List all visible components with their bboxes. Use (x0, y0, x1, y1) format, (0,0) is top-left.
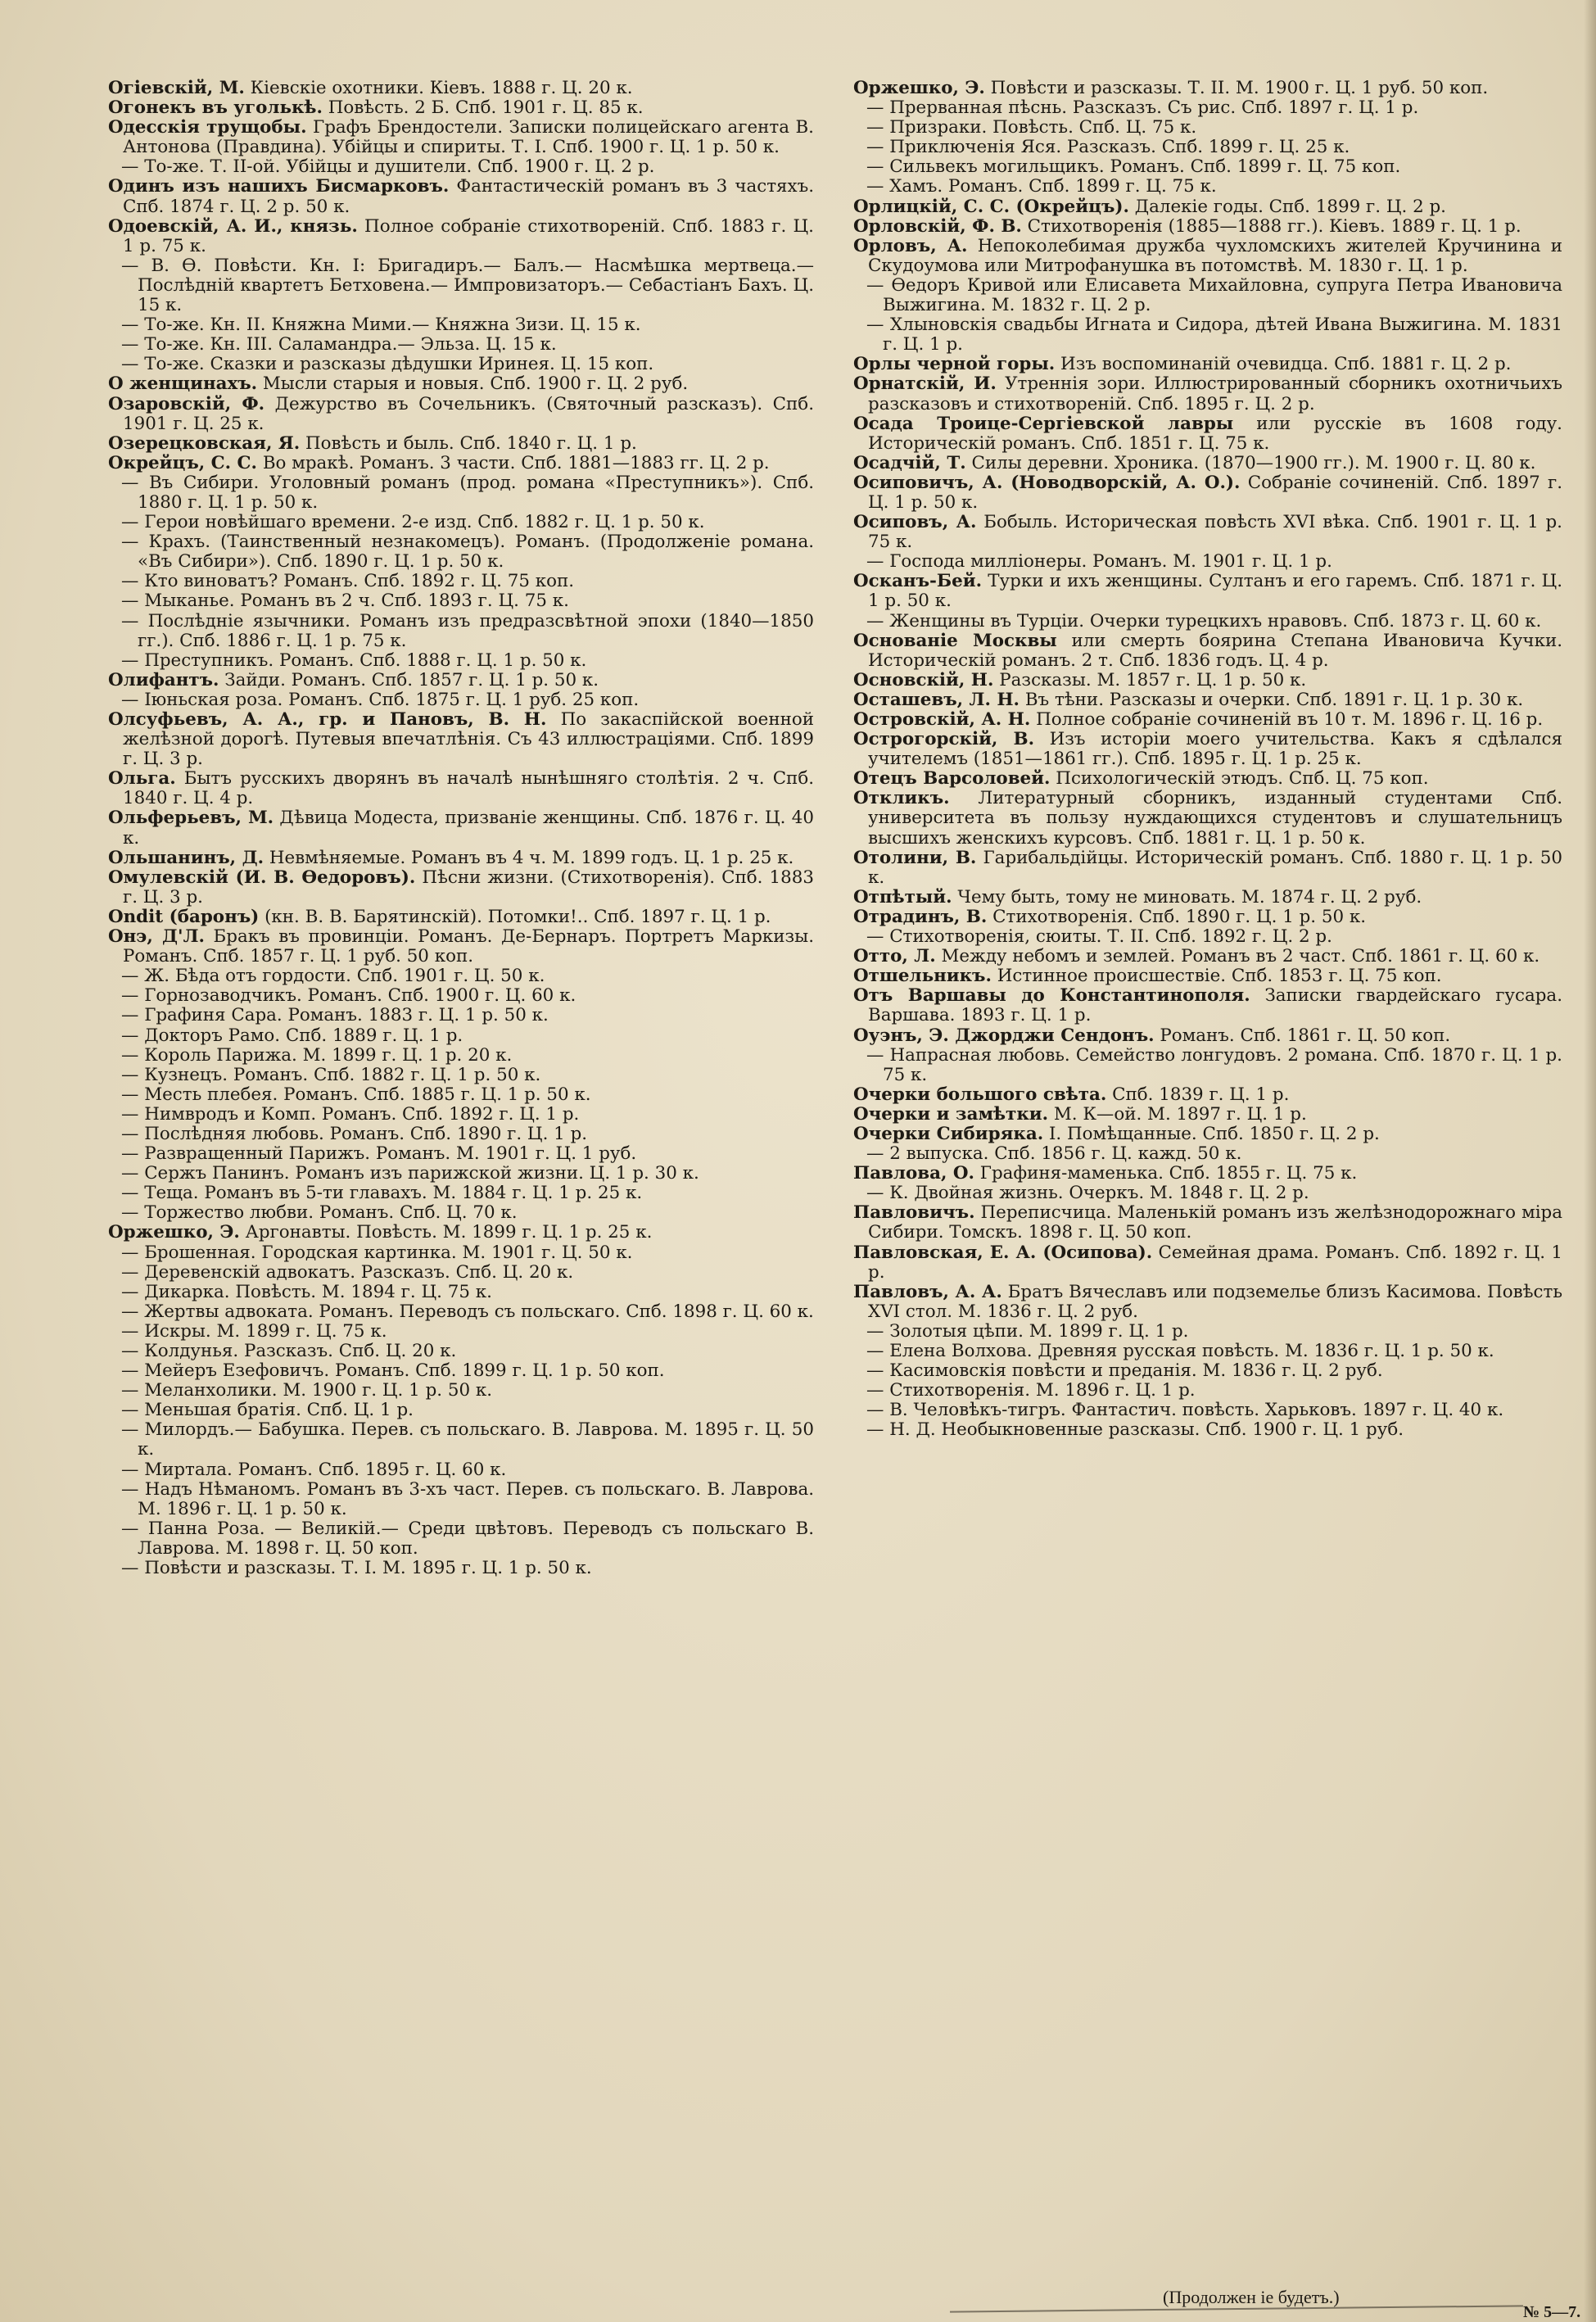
catalog-entry (853, 789, 1562, 848)
catalog-subentry (853, 1322, 1562, 1342)
entry-heading: Очерки Сибиряка. (853, 1123, 1044, 1144)
entry-heading: Ольга. (108, 768, 176, 790)
left-column (108, 79, 814, 1578)
entry-text: — Ѳедоръ Кривой или Елисавета Михайловна, супруга Петра Ивановича Выжигина. М. 1832 г. Ц. 2 р. (866, 274, 1562, 316)
entry-text: Стихотворенія (1885—1888 гг.). Кіевъ. 1889 г. Ц. 1 р. (1021, 215, 1521, 237)
entry-text: Аргонавты. Повѣсть. М. 1899 г. Ц. 1 р. 25 к. (239, 1222, 653, 1243)
entry-heading: Оржешко, Э. (108, 1222, 240, 1243)
entry-heading: Орловъ, А. (853, 235, 968, 256)
right-column (853, 79, 1562, 1440)
catalog-entry (853, 690, 1562, 710)
catalog-entry (853, 1164, 1562, 1184)
entry-heading: Омулевскій (И. В. Ѳедоровъ). (108, 867, 416, 888)
catalog-entry (108, 1223, 814, 1242)
entry-heading: О женщинахъ. (108, 373, 258, 395)
entry-heading: Отпѣтый. (853, 886, 952, 908)
catalog-entry (108, 98, 814, 118)
entry-heading: Острогорскій, В. (853, 729, 1035, 750)
continuation-note: (Продолжен іе будетъ.) (1163, 2287, 1340, 2307)
entry-heading: Очерки большого свѣта. (853, 1084, 1107, 1105)
catalog-subentry (853, 1144, 1562, 1164)
catalog-entry (108, 769, 814, 808)
entry-text: М. К—ой. М. 1897 г. Ц. 1 р. (1048, 1103, 1307, 1125)
catalog-entry (108, 217, 814, 256)
entry-heading: Осадчій, Т. (853, 452, 966, 473)
entry-heading: Орлицкій, С. С. (Окрейцъ). (853, 196, 1129, 217)
entry-text: Дѣвица Модеста, призваніе женщины. Спб. 1876 г. Ц. 40 к. (123, 808, 815, 849)
entry-text: Полное собраніе сочиненій въ 10 т. М. 1896 г. Ц. 16 р. (1030, 709, 1544, 730)
catalog-entry (853, 966, 1562, 986)
entry-heading: Отрадинъ, В. (853, 906, 988, 927)
entry-text: Литературный сборникъ, изданный студентами Спб. университета въ пользу нуждающихся студентовъ и слушательницъ высшихъ женскихъ курсовъ. Спб. 1881 г. Ц. 1 р. 50 к. (868, 788, 1562, 849)
entry-text: — Торжество любви. Романъ. Спб. Ц. 70 к. (121, 1202, 518, 1224)
catalog-subentry (108, 1361, 814, 1381)
catalog-entry (853, 513, 1562, 552)
catalog-subentry (108, 1322, 814, 1342)
entry-text: Психологическій этюдъ. Спб. Ц. 75 коп. (1050, 768, 1429, 790)
entry-text: — Мыканье. Романъ въ 2 ч. Спб. 1893 г. Ц. 75 к. (121, 591, 569, 612)
entry-text: Кіевскіе охотники. Кіевъ. 1888 г. Ц. 20 к. (244, 78, 633, 98)
entry-text: Повѣсть. 2 Б. Спб. 1901 г. Ц. 85 к. (322, 97, 644, 119)
entry-heading: Павловичъ. (853, 1202, 975, 1224)
entry-heading: Островскій, А. Н. (853, 709, 1031, 730)
catalog-subentry (853, 1420, 1562, 1440)
entry-text: — Преступникъ. Романъ. Спб. 1888 г. Ц. 1 р. 50 к. (121, 650, 587, 671)
entry-heading: Ольферьевъ, М. (108, 808, 274, 829)
catalog-entry (853, 572, 1562, 611)
catalog-subentry (108, 315, 814, 335)
catalog-subentry (108, 1006, 814, 1025)
catalog-entry (853, 769, 1562, 789)
catalog-entry (853, 908, 1562, 927)
catalog-subentry (108, 966, 814, 986)
entry-heading: Осада Троице-Сергіевской лавры (853, 413, 1234, 434)
entry-text: — В. Ѳ. Повѣсти. Кн. I: Бригадиръ.— Балъ.— Насмѣшка мертвеца.— Послѣдній квартетъ Бетховена.— Импровизаторъ.— Себастіанъ Бахъ. Ц. 15 к. (121, 255, 814, 316)
entry-text: — Прерванная пѣснь. Разсказъ. Съ рис. Спб. 1897 г. Ц. 1 р. (866, 97, 1419, 119)
entry-text: Спб. 1839 г. Ц. 1 р. (1106, 1084, 1290, 1105)
entry-text: — Сержъ Панинъ. Романъ изъ парижской жизни. Ц. 1 р. 30 к. (121, 1163, 699, 1184)
entry-text: Стихотворенія. Спб. 1890 г. Ц. 1 р. 50 к. (987, 906, 1367, 927)
entry-text: Графъ Брендостели. Записки полицейскаго агента В. Антонова (Правдина). Убійцы и спириты. Т. I. Спб. 1900 г. Ц. 1 р. 50 к. (123, 117, 814, 158)
catalog-subentry (108, 256, 814, 315)
entry-text: Турки и ихъ женщины. Султанъ и его гаремъ. Спб. 1871 г. Ц. 1 р. 50 к. (868, 571, 1562, 612)
entry-text: — Мейеръ Езефовичъ. Романъ. Спб. 1899 г. Ц. 1 р. 50 коп. (121, 1360, 665, 1382)
catalog-subentry (108, 513, 814, 532)
entry-text: Романъ. Спб. 1861 г. Ц. 50 коп. (1154, 1025, 1451, 1046)
entry-text: Повѣсти и разсказы. Т. II. М. 1900 г. Ц. 1 руб. 50 коп. (984, 78, 1489, 98)
catalog-entry (108, 927, 814, 966)
entry-text: — К. Двойная жизнь. Очеркъ. М. 1848 г. Ц. 2 р. (866, 1183, 1309, 1204)
entry-heading: Озаровскій, Ф. (108, 393, 265, 414)
catalog-entry (853, 710, 1562, 730)
entry-heading: Ondit (баронъ) (108, 906, 260, 927)
entry-heading: Одоевскій, А. И., князь. (108, 215, 358, 237)
entry-text: — Елена Волхова. Древняя русская повѣсть. М. 1836 г. Ц. 1 р. 50 к. (866, 1341, 1494, 1361)
catalog-subentry (853, 1184, 1562, 1203)
entry-text: Далекіе годы. Спб. 1899 г. Ц. 2 р. (1128, 196, 1446, 217)
entry-heading: Основскій, Н. (853, 669, 994, 690)
entry-text: — Напрасная любовь. Семейство лонгудовъ. 2 романа. Спб. 1870 г. Ц. 1 р. 75 к. (866, 1044, 1562, 1085)
catalog-subentry (108, 1046, 814, 1066)
catalog-subentry (853, 177, 1562, 197)
catalog-entry (108, 849, 814, 868)
entry-text: — Меланхолики. М. 1900 г. Ц. 1 р. 50 к. (121, 1380, 493, 1401)
entry-text: — Повѣсти и разсказы. Т. I. М. 1895 г. Ц. 1 р. 50 к. (121, 1558, 592, 1579)
entry-text: — Колдунья. Разсказъ. Спб. Ц. 20 к. (121, 1341, 457, 1361)
entry-heading: Отъ Варшавы до Константинополя. (853, 985, 1250, 1007)
entry-text: Изъ исторіи моего учительства. Какъ я сдѣлался учителемъ (1851—1861 гг.). Спб. 1895 г. Ц. 1 р. 25 к. (868, 729, 1562, 770)
catalog-subentry (108, 1559, 814, 1578)
catalog-subentry (108, 1302, 814, 1322)
entry-text: Силы деревни. Хроника. (1870—1900 гг.). М. 1900 г. Ц. 80 к. (965, 452, 1536, 473)
entry-text: Собраніе сочиненій. Спб. 1897 г. Ц. 1 р. 50 к. (868, 472, 1562, 513)
entry-text: — 2 выпуска. Спб. 1856 г. Ц. кажд. 50 к. (866, 1143, 1242, 1165)
entry-heading: Павлова, О. (853, 1163, 974, 1184)
catalog-subentry (853, 612, 1562, 631)
entry-text: — В. Человѣкъ-тигръ. Фантастич. повѣсть. Харьковъ. 1897 г. Ц. 40 к. (866, 1400, 1504, 1421)
catalog-subentry (108, 986, 814, 1006)
entry-heading: Огонекъ въ уголькѣ. (108, 97, 323, 119)
catalog-subentry (108, 1243, 814, 1263)
catalog-subentry (108, 335, 814, 355)
entry-heading: Очерки и замѣтки. (853, 1103, 1049, 1125)
entry-heading: Осташевъ, Л. Н. (853, 689, 1020, 710)
entry-text: Графиня-маменька. Спб. 1855 г. Ц. 75 к. (974, 1163, 1358, 1184)
catalog-subentry (108, 1066, 814, 1085)
entry-heading: Осиповъ, А. (853, 512, 977, 533)
entry-text: — Милордъ.— Бабушка. Перев. съ польскаго. В. Лаврова. М. 1895 г. Ц. 50 к. (121, 1419, 814, 1460)
catalog-subentry (108, 1105, 814, 1125)
entry-text: Бытъ русскихъ дворянъ въ началѣ нынѣшняго столѣтія. 2 ч. Спб. 1840 г. Ц. 4 р. (123, 768, 814, 809)
catalog-subentry (853, 552, 1562, 572)
catalog-entry (108, 868, 814, 908)
entry-text: — Н. Д. Необыкновенные разсказы. Спб. 1900 г. Ц. 1 руб. (866, 1419, 1404, 1441)
catalog-entry (853, 414, 1562, 454)
catalog-entry (853, 473, 1562, 513)
entry-text: Непоколебимая дружба чухломскихъ жителей Кручинина и Скудоумова или Митрофанушка въ потомствѣ. М. 1830 г. Ц. 1 р. (868, 235, 1563, 276)
entry-text: — Панна Роза. — Великій.— Среди цвѣтовъ. Переводъ съ польскаго В. Лаврова. М. 1898 г. Ц. 50 коп. (121, 1518, 814, 1559)
catalog-subentry (108, 591, 814, 611)
catalog-subentry (108, 473, 814, 513)
entry-text: — Развращенный Парижъ. Романъ. М. 1901 г. Ц. 1 руб. (121, 1143, 637, 1165)
catalog-entry (853, 671, 1562, 690)
entry-text: — Послѣдніе язычники. Романъ изъ предразсвѣтной эпохи (1840—1850 гг.). Спб. 1886 г. Ц. 1 р. 75 к. (121, 610, 814, 651)
entry-heading: Орлы черной горы. (853, 354, 1056, 375)
catalog-entry (108, 808, 814, 848)
catalog-subentry (853, 98, 1562, 118)
catalog-subentry (853, 1401, 1562, 1420)
catalog-subentry (108, 1460, 814, 1480)
catalog-entry (853, 1026, 1562, 1046)
catalog-subentry (108, 355, 814, 374)
catalog-entry (108, 118, 814, 157)
entry-text: Записки гвардейскаго гусара. Варшава. 1893 г. Ц. 1 р. (868, 985, 1562, 1026)
entry-text: — Меньшая братія. Спб. Ц. 1 р. (121, 1400, 414, 1421)
entry-text: Невмѣняемые. Романъ въ 4 ч. М. 1899 годъ. Ц. 1 р. 25 к. (264, 847, 794, 868)
page-edge-shadow (1584, 0, 1596, 2322)
catalog-subentry (108, 1263, 814, 1283)
entry-heading: Одесскія трущобы. (108, 117, 307, 138)
entry-text: — Стихотворенія, сюиты. Т. II. Спб. 1892 г. Ц. 2 р. (866, 926, 1332, 948)
entry-heading: Павловская, Е. А. (Осипова). (853, 1242, 1153, 1263)
entry-text: Чему быть, тому не миновать. М. 1874 г. Ц. 2 руб. (952, 886, 1422, 908)
catalog-entry (108, 908, 814, 927)
entry-heading: Окрейцъ, С. С. (108, 452, 258, 473)
entry-text: Бобыль. Историческая повѣсть XVI вѣка. Спб. 1901 г. Ц. 1 р. 75 к. (868, 512, 1562, 553)
entry-text: или русскіе въ 1608 году. Историческій романъ. Спб. 1851 г. Ц. 75 к. (868, 413, 1562, 454)
entry-text: — Послѣдняя любовь. Романъ. Спб. 1890 г. Ц. 1 р. (121, 1123, 588, 1144)
entry-text: — То-же. Кн. II. Княжна Мими.— Княжна Зизи. Ц. 15 к. (121, 315, 641, 336)
entry-text: Повѣсть и быль. Спб. 1840 г. Ц. 1 р. (300, 432, 637, 454)
catalog-entry (853, 1085, 1562, 1105)
entry-text: — Теща. Романъ въ 5-ти главахъ. М. 1884 г. Ц. 1 р. 25 к. (121, 1183, 643, 1204)
catalog-subentry (853, 1361, 1562, 1381)
catalog-subentry (108, 1401, 814, 1420)
catalog-subentry (853, 157, 1562, 177)
catalog-subentry (853, 1046, 1562, 1085)
entry-text: — Въ Сибири. Уголовный романъ (прод. романа «Преступникъ»). Спб. 1880 г. Ц. 1 р. 50 к. (121, 472, 814, 513)
catalog-entry (853, 454, 1562, 473)
entry-heading: Отолини, В. (853, 847, 977, 868)
entry-text: — То-же. Кн. III. Саламандра.— Эльза. Ц. 15 к. (121, 334, 557, 355)
catalog-entry (853, 986, 1562, 1025)
catalog-entry (853, 730, 1562, 769)
entry-text: — Надъ Нѣманомъ. Романъ въ 3-хъ част. Перев. съ польскаго. В. Лаврова. М. 1896 г. Ц. 1 р. 50 к. (121, 1478, 814, 1519)
entry-text: — Сильвекъ могильщикъ. Романъ. Спб. 1899 г. Ц. 75 коп. (866, 156, 1401, 178)
catalog-entry (853, 217, 1562, 237)
entry-heading: Одинъ изъ нашихъ Бисмарковъ. (108, 176, 450, 197)
entry-text: Пѣсни жизни. (Стихотворенія). Спб. 1883 г. Ц. 3 р. (123, 867, 814, 908)
entry-text: — Кузнецъ. Романъ. Спб. 1882 г. Ц. 1 р. 50 к. (121, 1064, 541, 1085)
catalog-subentry (108, 1144, 814, 1164)
catalog-entry (108, 374, 814, 394)
catalog-entry (108, 454, 814, 473)
entry-heading: Ольшанинъ, Д. (108, 847, 264, 868)
entry-text: Въ тѣни. Разсказы и очерки. Спб. 1891 г. Ц. 1 р. 30 к. (1020, 689, 1524, 710)
entry-heading: Оржешко, Э. (853, 78, 985, 98)
entry-text: Семейная драма. Романъ. Спб. 1892 г. Ц. 1 р. (868, 1242, 1562, 1283)
entry-heading: Отшельникъ. (853, 966, 992, 987)
catalog-subentry (108, 1085, 814, 1105)
entry-text: — Жертвы адвоката. Романъ. Переводъ съ польскаго. Спб. 1898 г. Ц. 60 к. (121, 1301, 814, 1322)
catalog-subentry (853, 138, 1562, 157)
catalog-subentry (108, 1381, 814, 1401)
catalog-subentry (108, 1184, 814, 1203)
catalog-subentry (108, 612, 814, 651)
catalog-entry (108, 434, 814, 454)
entry-text: — Месть плебея. Романъ. Спб. 1885 г. Ц. 1 р. 50 к. (121, 1084, 591, 1105)
catalog-entry (853, 947, 1562, 966)
entry-heading: Оуэнъ, Э. Джорджи Сендонъ. (853, 1025, 1155, 1046)
entry-text: — Господа милліонеры. Романъ. М. 1901 г. Ц. 1 р. (866, 551, 1332, 573)
entry-text: — Іюньская роза. Романъ. Спб. 1875 г. Ц. 1 руб. 25 коп. (121, 689, 640, 710)
catalog-entry (853, 631, 1562, 671)
catalog-subentry (108, 1203, 814, 1223)
entry-text: Истинное происшествіе. Спб. 1853 г. Ц. 75 коп. (991, 966, 1442, 987)
entry-heading: Отто, Л. (853, 946, 936, 967)
entry-text: Гарибальдійцы. Историческій романъ. Спб. 1880 г. Ц. 1 р. 50 к. (868, 847, 1562, 888)
entry-text: Бракъ въ провинціи. Романъ. Де-Бернаръ. Портретъ Маркизы. Романъ. Спб. 1857 г. Ц. 1 руб. 50 коп. (123, 926, 814, 967)
entry-text: — Кто виноватъ? Романъ. Спб. 1892 г. Ц. 75 коп. (121, 571, 575, 592)
entry-text: Зайди. Романъ. Спб. 1857 г. Ц. 1 р. 50 к. (219, 669, 599, 690)
catalog-entry (853, 1105, 1562, 1125)
catalog-subentry (853, 315, 1562, 355)
catalog-subentry (108, 651, 814, 671)
entry-text: — Миртала. Романъ. Спб. 1895 г. Ц. 60 к. (121, 1459, 507, 1480)
entry-text: Разсказы. М. 1857 г. Ц. 1 р. 50 к. (993, 669, 1307, 690)
catalog-subentry (108, 1519, 814, 1559)
entry-text: — То-же. Сказки и разсказы дѣдушки Иринея. Ц. 15 коп. (121, 354, 654, 375)
entry-text: — Золотыя цѣпи. М. 1899 г. Ц. 1 р. (866, 1320, 1189, 1342)
entry-heading: Озерецковская, Я. (108, 432, 301, 454)
entry-text: Между небомъ и землей. Романъ въ 2 част. Спб. 1861 г. Ц. 60 к. (935, 946, 1540, 967)
entry-text: I. Помѣщанные. Спб. 1850 г. Ц. 2 р. (1043, 1123, 1380, 1144)
entry-heading: Онэ, Д'Л. (108, 926, 205, 948)
catalog-entry (853, 849, 1562, 888)
entry-text: — Горнозаводчикъ. Романъ. Спб. 1900 г. Ц. 60 к. (121, 985, 576, 1007)
entry-text: Братъ Вячеславъ или подземелье близъ Касимова. Повѣсть XVI стол. М. 1836 г. Ц. 2 руб. (868, 1281, 1562, 1322)
entry-heading: Осиповичъ, А. (Новодворскій, А. О.). (853, 472, 1241, 493)
entry-text: — Касимовскія повѣсти и преданія. М. 1836 г. Ц. 2 руб. (866, 1360, 1383, 1382)
entry-text: — То-же. Т. II-ой. Убійцы и душители. Спб. 1900 г. Ц. 2 р. (121, 156, 655, 178)
catalog-entry (853, 888, 1562, 908)
entry-text: — Приключенія Яся. Разсказъ. Спб. 1899 г. Ц. 25 к. (866, 137, 1350, 158)
catalog-subentry (108, 1283, 814, 1302)
catalog-subentry (853, 1381, 1562, 1401)
entry-text: Дежурство въ Сочельникъ. (Святочный разсказъ). Спб. 1901 г. Ц. 25 к. (123, 393, 814, 434)
entry-heading: Олсуфьевъ, А. А., гр. и Пановъ, В. Н. (108, 709, 547, 730)
entry-text: Во мракѣ. Романъ. 3 части. Спб. 1881—1883 гг. Ц. 2 р. (257, 452, 770, 473)
catalog-entry (853, 1243, 1562, 1283)
catalog-entry (853, 1125, 1562, 1144)
entry-text: или смерть боярина Степана Ивановича Кучки. Историческій романъ. 2 т. Спб. 1836 годъ. Ц. 4 р. (868, 630, 1562, 671)
entry-text: — Докторъ Рамо. Спб. 1889 г. Ц. 1 р. (121, 1025, 463, 1046)
catalog-subentry (108, 690, 814, 710)
entry-text: — Графиня Сара. Романъ. 1883 г. Ц. 1 р. 50 к. (121, 1005, 549, 1026)
catalog-entry (108, 395, 814, 434)
catalog-subentry (853, 1342, 1562, 1361)
entry-text: — Женщины въ Турціи. Очерки турецкихъ нравовъ. Спб. 1873 г. Ц. 60 к. (866, 610, 1542, 631)
entry-text: — Крахъ. (Таинственный незнакомецъ). Романъ. (Продолженіе романа. «Въ Сибири»). Спб. 1890 г. Ц. 1 р. 50 к. (121, 532, 814, 573)
catalog-subentry (108, 1342, 814, 1361)
entry-heading: Павловъ, А. А. (853, 1281, 1002, 1302)
entry-heading: Орнатскій, И. (853, 373, 997, 395)
catalog-subentry (108, 1420, 814, 1460)
entry-heading: Откликъ. (853, 788, 950, 809)
catalog-entry (853, 355, 1562, 374)
entry-text: — Стихотворенія. М. 1896 г. Ц. 1 р. (866, 1380, 1196, 1401)
catalog-entry (853, 79, 1562, 98)
entry-text: — Хлыновскія свадьбы Игната и Сидора, дѣтей Ивана Выжигина. М. 1831 г. Ц. 1 р. (866, 315, 1562, 355)
catalog-subentry (853, 276, 1562, 315)
catalog-entry (853, 197, 1562, 217)
catalog-entry (108, 671, 814, 690)
catalog-entry (108, 177, 814, 216)
entry-text: — Деревенскій адвокатъ. Разсказъ. Спб. Ц. 20 к. (121, 1261, 574, 1283)
entry-heading: Огіевскій, М. (108, 78, 245, 98)
catalog-entry (108, 79, 814, 98)
entry-text: Полное собраніе стихотвореній. Спб. 1883 г. Ц. 1 р. 75 к. (123, 215, 814, 256)
entry-text: — Король Парижа. М. 1899 г. Ц. 1 р. 20 к. (121, 1044, 513, 1066)
entry-text: — Ж. Бѣда отъ гордости. Спб. 1901 г. Ц. 50 к. (121, 966, 545, 987)
catalog-subentry (108, 532, 814, 572)
entry-text: Мысли старыя и новыя. Спб. 1900 г. Ц. 2 руб. (257, 373, 689, 395)
entry-text: Изъ воспоминаній очевидца. Спб. 1881 г. Ц. 2 р. (1055, 354, 1512, 375)
catalog-subentry (108, 1125, 814, 1144)
entry-heading: Олифантъ. (108, 669, 219, 690)
entry-text: Переписчица. Маленькій романъ изъ желѣзнодорожнаго міра Сибири. Томскъ. 1898 г. Ц. 50 коп. (868, 1202, 1562, 1243)
page-number: № 5—7. (1523, 2303, 1581, 2321)
catalog-subentry (108, 157, 814, 177)
catalog-entry (853, 237, 1562, 276)
entry-heading: Отецъ Варсоловей. (853, 768, 1051, 790)
catalog-subentry (108, 1480, 814, 1519)
entry-text: — Хамъ. Романъ. Спб. 1899 г. Ц. 75 к. (866, 176, 1217, 197)
entry-heading: Основаніе Москвы (853, 630, 1057, 651)
entry-text: — Нимвродъ и Комп. Романъ. Спб. 1892 г. Ц. 1 р. (121, 1103, 580, 1125)
entry-text: Утреннія зори. Иллюстрированный сборникъ охотничьихъ разсказовъ и стихотвореній. Спб. 1895 г. Ц. 2 р. (868, 373, 1562, 414)
catalog-entry (853, 374, 1562, 414)
entry-text: — Брошенная. Городская картинка. М. 1901 г. Ц. 50 к. (121, 1242, 633, 1263)
entry-text: — Искры. М. 1899 г. Ц. 75 к. (121, 1320, 387, 1342)
catalog-subentry (853, 118, 1562, 138)
catalog-entry (108, 710, 814, 769)
entry-text: Фантастическій романъ въ 3 частяхъ. Спб. 1874 г. Ц. 2 р. 50 к. (123, 176, 815, 217)
entry-text: — Призраки. Повѣсть. Спб. Ц. 75 к. (866, 117, 1197, 138)
catalog-entry (853, 1283, 1562, 1322)
catalog-subentry (108, 572, 814, 591)
catalog-subentry (108, 1026, 814, 1046)
entry-heading: Орловскій, Ф. В. (853, 215, 1022, 237)
catalog-subentry (853, 927, 1562, 947)
entry-text: — Герои новѣйшаго времени. 2-е изд. Спб. 1882 г. Ц. 1 р. 50 к. (121, 512, 705, 533)
catalog-entry (853, 1203, 1562, 1242)
entry-heading: Осканъ-Бей. (853, 571, 983, 592)
entry-text: (кн. В. В. Барятинскій). Потомки!.. Спб. 1897 г. Ц. 1 р. (259, 906, 771, 927)
catalog-subentry (108, 1164, 814, 1184)
entry-text: По закаспійской военной желѣзной дорогѣ. Путевыя впечатлѣнія. Съ 43 иллюстраціями. Спб. 1899 г. Ц. 3 р. (123, 709, 814, 770)
entry-text: — Дикарка. Повѣсть. М. 1894 г. Ц. 75 к. (121, 1281, 492, 1302)
